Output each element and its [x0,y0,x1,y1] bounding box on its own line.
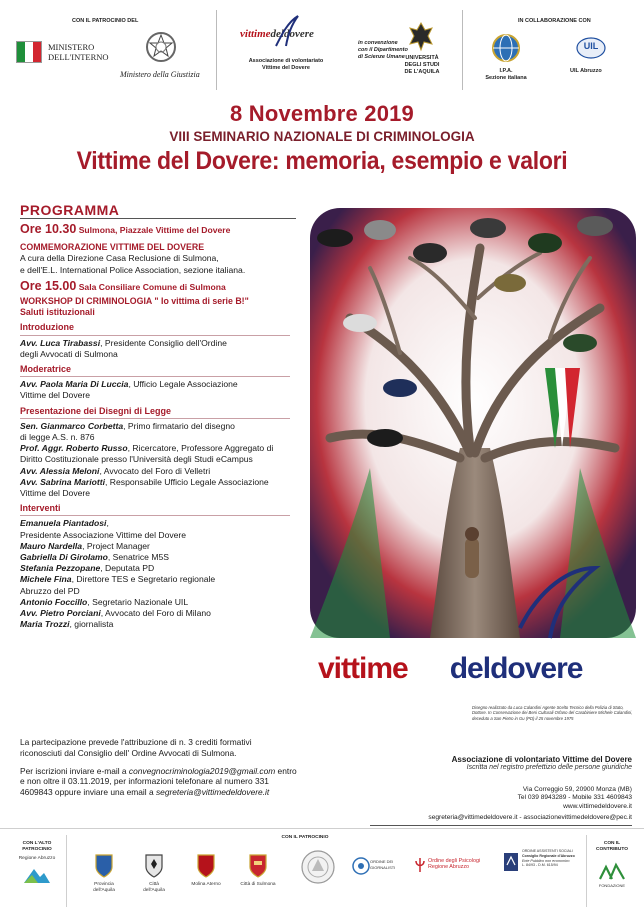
ordine-giornalisti-logo-icon [352,857,370,875]
registration-note: Per iscrizioni inviare e-mail a convegnocriminologia2019@gmail.com entro e non oltre il 03.11.2019, per informazioni telefonare al numero 331 4609843 oppure inviare una email a segreteria@vittimedeldovere.it [20,765,297,798]
section-introduzione: Introduzione [20,322,74,333]
section-interventi: Interventi [20,503,61,514]
program-rule [20,218,296,219]
speaker-moderatrice: Avv. Paola Maria Di Luccia, Ufficio Legale Associazione Vittime del Dovere [20,379,238,401]
ministero-interno: MINISTERO DELL'INTERNO [48,42,109,62]
tree-artwork [310,208,636,704]
speaker-intro: Avv. Luca Tirabassi, Presidente Consiglio dell'Ordine degli Avvocati di Sulmona [20,337,227,359]
footer-divider [586,835,587,907]
footer-band [0,828,644,911]
association-emails[interactable]: segreteria@vittimedeldovere.it - associazionevittimedeldovere@pec.it [428,814,632,822]
notes-block [20,737,310,798]
assistenti-sociali-logo-icon [502,851,520,873]
secretary-email-link[interactable]: segreteria@vittimedeldovere.it [155,787,270,798]
vdd-header-logo: vittimedeldovere [240,28,314,40]
program-column [20,222,305,631]
registration-email-link[interactable]: convegnocriminologia2019@gmail.com [128,765,276,776]
collab-label: IN COLLABORAZIONE CON [518,18,591,24]
seminar-title: VIII SEMINARIO NAZIONALE DI CRIMINOLOGIA [169,129,475,144]
univ-aquila-eagle-icon [408,20,434,52]
credits-note: La partecipazione prevede l'attribuzione di n. 3 crediti formativi riconosciuti dal Consiglio dell' Ordine Avvocati di Sulmona. [20,737,252,758]
program-heading: PROGRAMMA [20,202,120,218]
header-divider [462,10,463,90]
header-divider [216,10,217,90]
psicologi-name: Ordine degli Psicologi Regione Abruzzo [428,858,481,870]
association-contacts [370,756,632,826]
italian-flag-icon [16,41,42,63]
fondazione-logo-icon [598,861,626,881]
citta-aquila-crest-icon [144,853,164,879]
uil-label: UIL Abruzzo [570,68,602,74]
assoc-header: Associazione di volontariato Vittime del Dovere [248,58,324,71]
fondazione-name: FONDAZIONE [598,883,626,888]
association-website[interactable]: www.vittimedeldovere.it [563,802,632,810]
provincia-aquila-name: Provincia dell'Aquila [93,882,115,893]
ipa-label: I.P.A. Sezione italiana [485,68,527,81]
citta-sulmona-name: Città di Sulmona [240,882,276,887]
patrocinio-footer-label: CON IL PATROCINIO [281,835,329,840]
contributo-label: CON IL CONTRIBUTO [596,841,628,852]
ipa-globe-icon [490,32,522,64]
tribunale-seal-icon [300,849,336,885]
association-phone: Tel 039 8943289 - Mobile 331 4609843 [517,794,632,802]
commemorazione-heading: COMMEMORAZIONE VITTIME DEL DOVERE [20,242,205,253]
vdd-swoosh-icon [272,12,302,50]
time-slot-afternoon: Ore 15.00 Sala Consiliare Comune di Sulmona [20,278,226,293]
main-title: Vittime del Dovere: memoria, esempio e valori [76,147,568,175]
speakers-presentazione: Sen. Gianmarco Corbetta, Primo firmatario del disegno di legge A.S. n. 876 Prof. Aggr. Roberto Russo, Ricercatore, Professore Aggregato di Diritto Costituzionale presso l'Università degli Studi eCampus Avv. Alessia Meloni, Avvocato del Foro di Velletri Avv. Sabrina Mariotti, Responsabile Ufficio Legale Associazione Vittime del Dovere [20,420,274,499]
regione-abruzzo-logo-icon [22,865,52,885]
ordine-giornalisti-name: ORDINE DEI GIORNALISTI [370,859,396,870]
psicologi-logo-icon [414,857,426,873]
regione-abruzzo-name: Regione Abruzzo [18,856,56,861]
association-registry: Iscritta nel registro prefettizio delle persone giuridiche [466,764,632,772]
ministero-giustizia: Ministero della Giustizia [120,70,200,79]
uil-logo-text: UIL [583,41,599,51]
footer-divider [66,835,67,907]
assistenti-sociali-name: ORDINE ASSISTENTI SOCIALI Consiglio Regionale d'Abruzzo Ente Pubblico non economico L. 84/93 - D.M. 615/94 [522,849,575,868]
citta-aquila-name: Città dell'Aquila [143,882,165,893]
workshop-heading: WORKSHOP DI CRIMINOLOGIA " Io vittima di serie B!" Saluti istituzionali [20,296,249,318]
molina-aterno-crest-icon [196,853,216,879]
molina-aterno-name: Molina Aterno [191,882,221,887]
patrocinio-label: CON IL PATROCINIO DEL [72,18,139,24]
art-caption: Disegno realizzato da Luca Calandini Agente Scelto Tecnico della Polizia di Stato, Dottore. In Conservazione dei Beni Culturali Orfano del Carabiniere Michele Calandini, deceduto a San Pietro in Gu (PD) il 25 novembre 1975 [472,705,633,721]
provincia-aquila-crest-icon [94,853,114,879]
commemorazione-text: A cura della Direzione Casa Reclusione di Sulmona, e dell'E.L. International Police Association, sezione italiana. [20,253,246,275]
section-moderatrice: Moderatrice [20,364,72,375]
association-name: Associazione di volontariato Vittime del Dovere [451,755,632,764]
univ-aquila-name: UNIVERSITÀ DEGLI STUDI DE L'AQUILA [404,55,440,75]
header-band [0,0,644,98]
section-presentazione: Presentazione dei Disegni di Legge [20,405,172,416]
convenzione-text: in convenzione con il Dipartimento di Scienze Umane [358,40,408,60]
citta-sulmona-crest-icon [248,853,268,879]
event-date: 8 Novembre 2019 [230,101,414,126]
time-slot-morning: Ore 10.30 Sulmona, Piazzale Vittime del Dovere [20,222,231,236]
vdd-art-logo: vittime deldovere [318,652,583,685]
association-address: Via Correggio 59, 20900 Monza (MB) [522,785,632,793]
speakers-interventi: Emanuela Piantadosi, Presidente Associazione Vittime del Dovere Mauro Nardella, Project Manager Gabriella Di Girolamo, Senatrice M5S Stefania Pezzopane, Deputata PD Michele Fina, Direttore TES e Segretario regionale Abruzzo del PD Antonio Foccillo, Segretario Nazionale UIL Avv. Pietro Porciani, Avvocato del Foro di Milano Maria Trozzi, giornalista [20,518,216,630]
repubblica-emblem-icon [144,29,178,67]
alto-patrocinio-label: CON L'ALTO PATROCINIO [22,841,52,852]
